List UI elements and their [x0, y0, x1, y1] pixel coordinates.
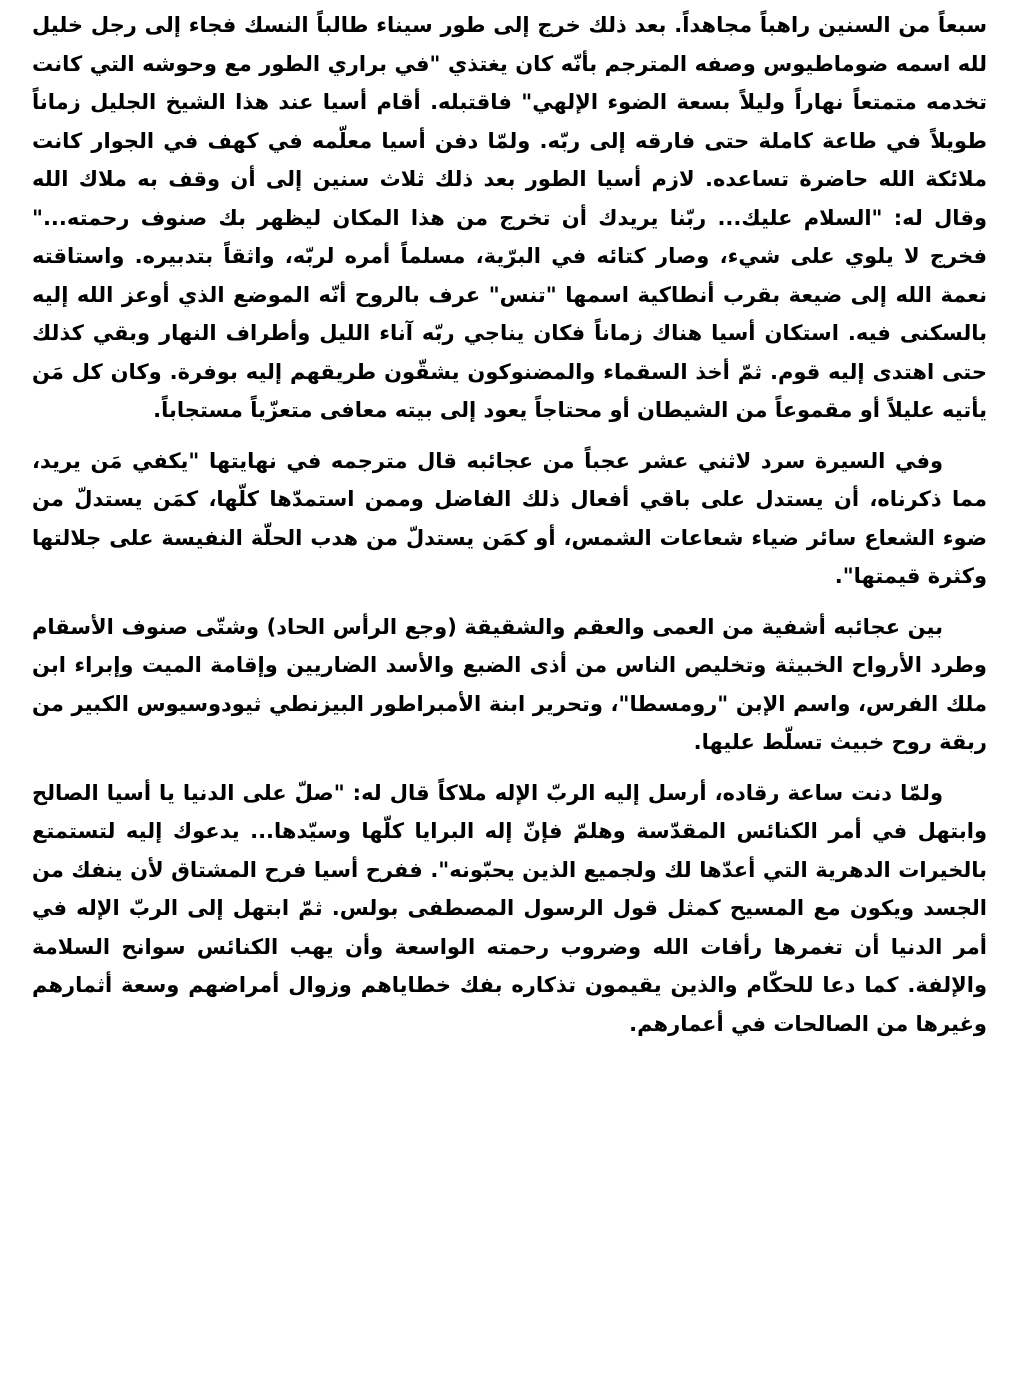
paragraph-asia-life: سبعاً من السنين راهباً مجاهداً. بعد ذلك خرج إلى طور سيناء طالباً النسك فجاء إلى رجل خليل لله اسمه ضوماطيوس وصفه المترجم بأنّه كان يغتذي "في براري الطور مع وحوشه التي كانت تخدمه متمتعاً نهاراً وليلاً بسعة الضوء الإلهي" فاقتبله. أقام أسيا عند هذا الشيخ الجليل زماناً طويلاً في طاعة كاملة حتى فارقه إلى ربّه. ولمّا دفن أسيا معلّمه في كهف في الجوار كانت ملائكة الله حاضرة تساعده. لازم أسيا الطور بعد ذلك ثلاث سنين إلى أن وقف به ملاك الله وقال له: "السلام عليك... ربّنا يريدك أن تخرج من هذا المكان ليظهر بك صنوف رحمته..." فخرج لا يلوي على شيء، وصار كتائه في البرّية، مسلماً أمره لربّه، واثقاً بتدبيره. واستاقته نعمة الله إلى ضيعة بقرب أنطاكية اسمها "تنس" عرف بالروح أنّه الموضع الذي أوعز الله إليه بالسكنى فيه. استكان أسيا هناك زماناً فكان يناجي ربّه آناء الليل وأطراف النهار وبقي كذلك حتى اهتدى إليه قوم. ثمّ أخذ السقماء والمضنوكون يشقّون طريقهم إليه بوفرة. وكان كل مَن يأتيه عليلاً أو مقموعاً من الشيطان أو محتاجاً يعود إلى بيته معافى متعزّياً مستجاباً. [32, 13, 987, 422]
paragraph-healings: بين عجائبه أشفية من العمى والعقم والشقيقة (وجع الرأس الحاد) وشتّى صنوف الأسقام وطرد الأرواح الخبيثة وتخليص الناس من أذى الضبع والأسد الضاريين وإقامة الميت وإبراء ابن ملك الفرس، واسم الإبن "رومسطا"، وتحرير ابنة الأمبراطور البيزنطي ثيودوسيوس الكبير من ربقة روح خبيث تسلّط عليها. [32, 614, 987, 754]
paragraph-miracles-summary: وفي السيرة سرد لاثني عشر عجباً من عجائبه قال مترجمه في نهايتها "يكفي مَن يريد، مما ذكرناه، أن يستدل على باقي أفعال ذلك الفاضل وممن استمدّها كلّها، كمَن يستدلّ من ضوء الشعاع سائر ضياء شعاعات الشمس، أو كمَن يستدلّ من هدب الحلّة النفيسة على جلالتها وكثرة قيمتها". [32, 448, 987, 588]
document-page [32, 6, 987, 1043]
paragraph-repose: ولمّا دنت ساعة رقاده، أرسل إليه الربّ الإله ملاكاً قال له: "صلّ على الدنيا يا أسيا الصالح وابتهل في أمر الكنائس المقدّسة وهلمّ فإنّ إله البرايا كلّها وسيّدها... يدعوك إليه لتستمتع بالخيرات الدهرية التي أعدّها لك ولجميع الذين يحبّونه". ففرح أسيا فرح المشتاق لأن ينفك من الجسد ويكون مع المسيح كمثل قول الرسول المصطفى بولس. ثمّ ابتهل إلى الربّ الإله في أمر الدنيا أن تغمرها رأفات الله وضروب رحمته الواسعة وأن يهب الكنائس سوانح السلامة والإلفة. كما دعا للحكّام والذين يقيمون تذكاره بفك خطاياهم وزوال أمراضهم وسعة أثمارهم وغيرها من الصالحات في أعمارهم. [32, 780, 987, 1036]
